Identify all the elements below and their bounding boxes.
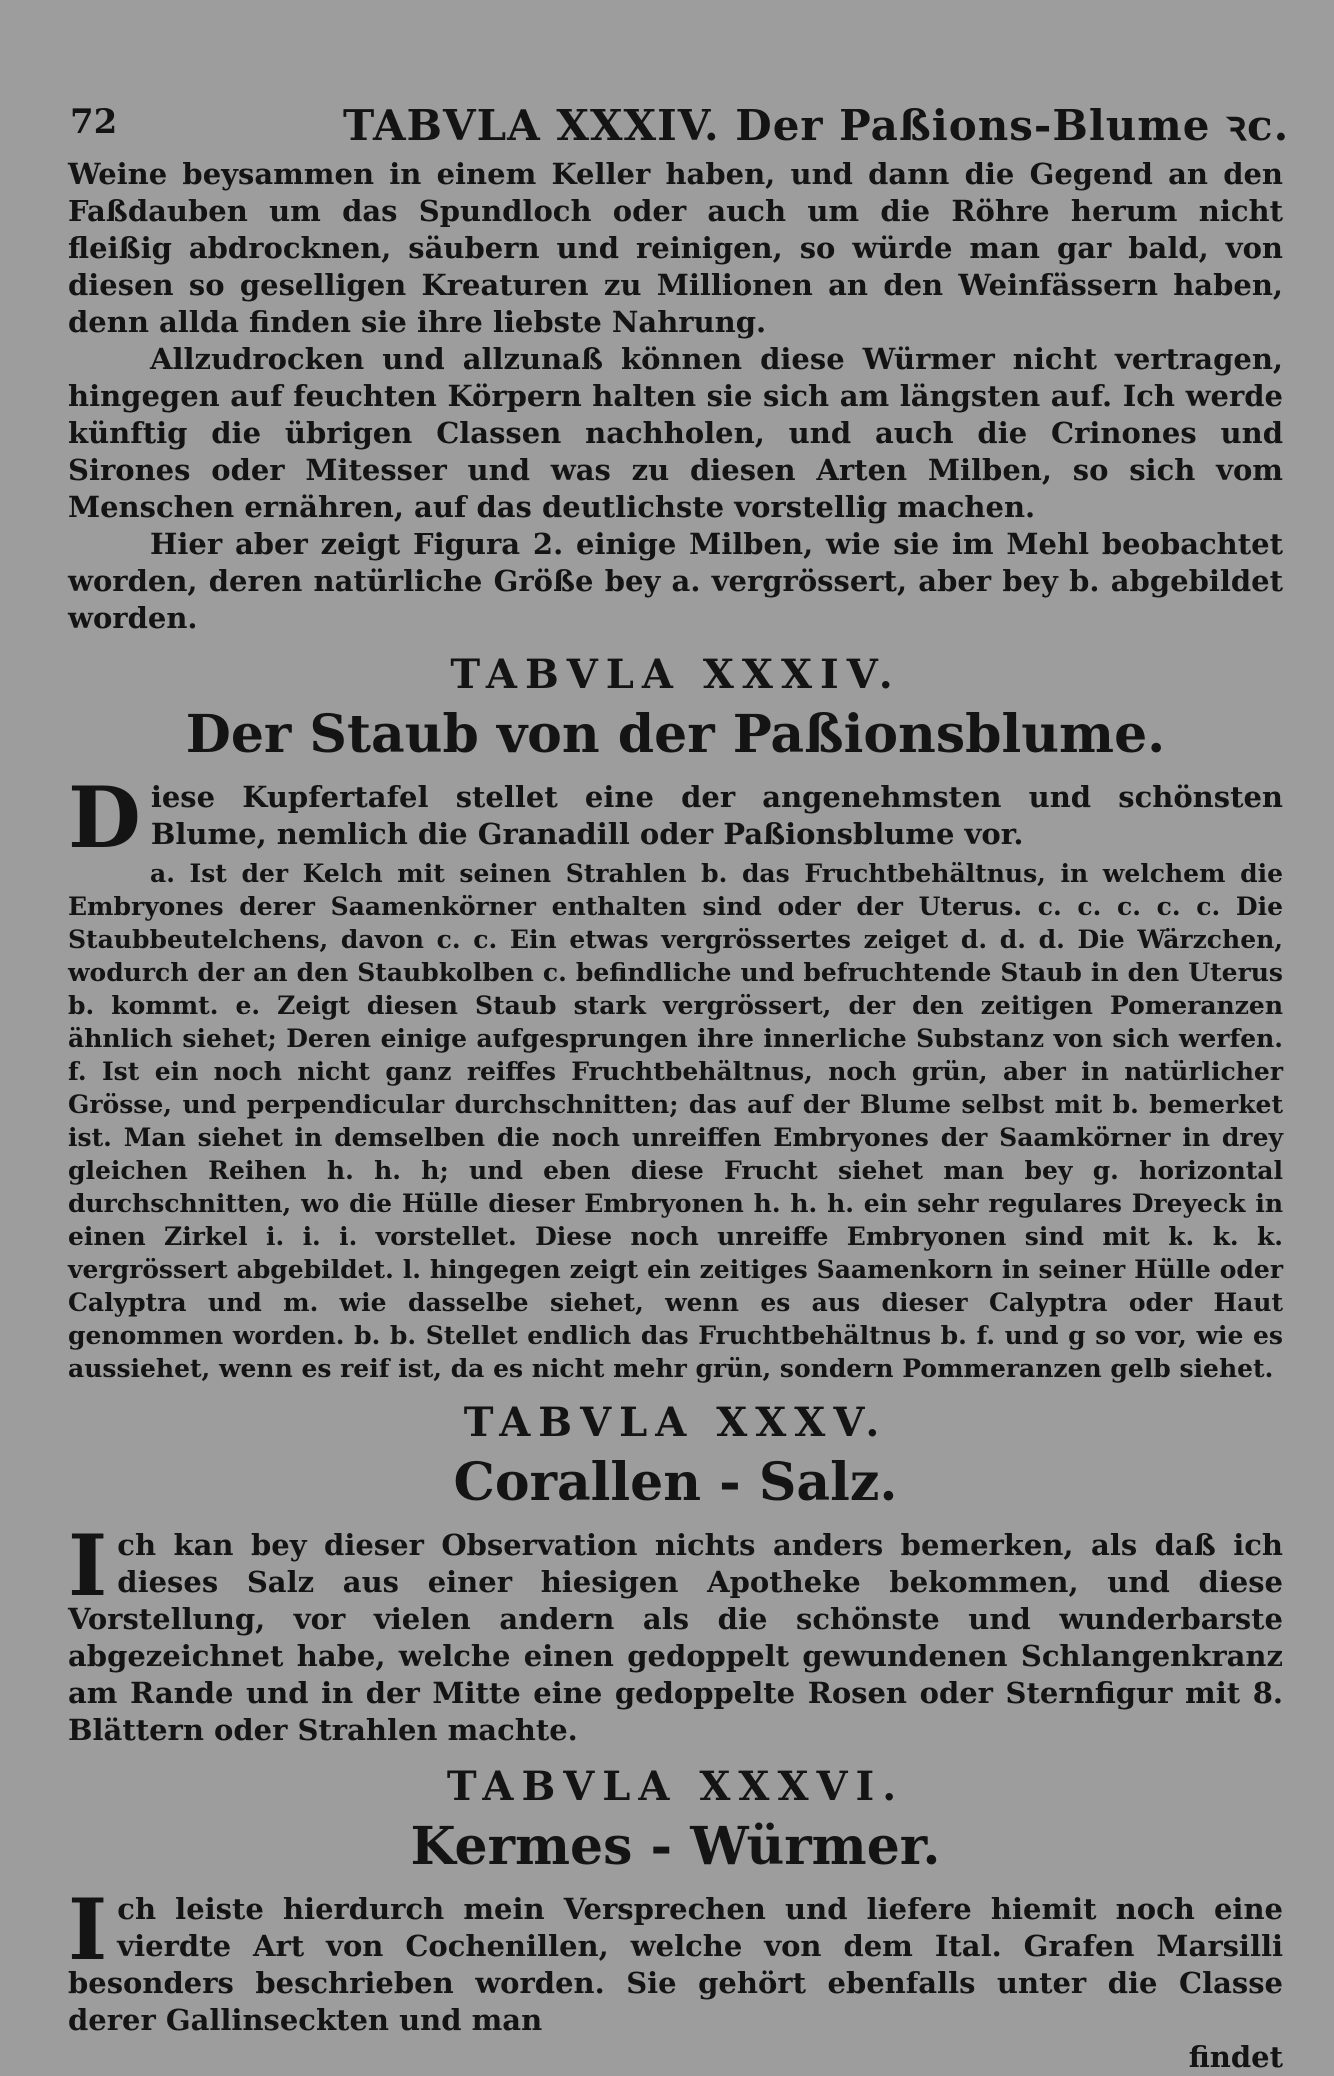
page-number: 72	[70, 102, 118, 142]
section-label: TABVLA XXXV.	[463, 1399, 888, 1446]
paragraph: Hier aber zeigt Figura 2. einige Milben, wie sie im Mehl beobachtet worden, deren natürliche Größe bey a. vergrössert, aber bey b. abgebildet worden.	[68, 527, 1283, 635]
section-label: TABVLA XXXIV.	[450, 651, 901, 698]
paragraph: Ich leiste hierdurch mein Versprechen und liefere hiemit noch eine vierdte Art von Cochenillen, welche von dem Ital. Grafen Marsilli besonders beschrieben worden. Sie gehört ebenfalls unter die Classe derer Gallinseckten und man	[68, 1880, 1283, 2037]
running-title: TABVLA XXXIV. Der Paßions-Blume ꝛc.	[343, 101, 1290, 150]
catchword: findet	[1188, 2040, 1283, 2074]
paragraph: Allzudrocken und allzunaß können diese Würmer nicht vertragen, hingegen auf feuchten Körpern halten sie sich am längsten auf. Ich werde künftig die übrigen Classen nachholen, und auch die Crinones und Sirones oder Mitesser und was zu diesen Arten Milben, so sich vom Menschen ernähren, auf das deutlichste vorstellig machen.	[68, 342, 1283, 524]
section-heading: Kermes - Würmer.	[410, 1816, 941, 1877]
section-heading: Corallen - Salz.	[453, 1452, 898, 1513]
section-label: TABVLA XXXVI.	[446, 1763, 905, 1810]
figure-legend: a. Ist der Kelch mit seinen Strahlen b. das Fruchtbehältnus, in welchem die Embryones derer Saamenkörner enthalten sind oder der Uterus. c. c. c. c. c. Die Staubbeutelchens, davon c. c. Ein etwas vergrössertes zeiget d. d. d. Die Wärzchen, wodurch der an den Staubkolben c. befindliche und befruchtende Staub in den Uterus b. kommt. e. Zeigt diesen Staub stark vergrössert, der den zeitigen Pomeranzen ähnlich siehet; Deren einige aufgesprungen ihre innerliche Substanz von sich werfen. f. Ist ein noch nicht ganz reiffes Fruchtbehältnus, noch grün, aber in natürlicher Grösse, und perpendicular durchschnitten; das auf der Blume selbst mit b. bemerket ist. Man siehet in demselben die noch unreiffen Embryones der Saamkörner in drey gleichen Reihen h. h. h; und eben diese Frucht siehet man bey g. horizontal durchschnitten, wo die Hülle dieser Embryonen h. h. h. ein sehr regulares Dreyeck in einen Zirkel i. i. i. vorstellet. Diese noch unreiffe Embryonen sind mit k. k. k. vergrössert abgebildet. l. hingegen zeigt ein zeitiges Saamenkorn in seiner Hülle oder Calyptra und m. wie dasselbe siehet, wenn es aus dieser Calyptra oder Haut genommen worden. b. b. Stellet endlich das Fruchtbehältnus b. f. und g so vor, wie es aussiehet, wenn es reif ist, da es nicht mehr grün, sondern Pommeranzen gelb siehet.	[68, 859, 1283, 1383]
continued-paragraph: Weine beysammen in einem Keller haben, und dann die Gegend an den Faßdauben um das Spundloch oder auch um die Röhre herum nicht fleißig abdrocknen, säubern und reinigen, so würde man gar bald, von diesen so geselligen Kreaturen zu Millionen an den Weinfässern haben, denn allda finden sie ihre liebste Nahrung.	[68, 157, 1283, 339]
paragraph: Diese Kupfertafel stellet eine der angenehmsten und schönsten Blume, nemlich die Granadill oder Paßionsblume vor.	[68, 768, 1283, 867]
page	[68, 96, 1290, 2076]
running-head	[68, 96, 1290, 156]
paragraph: Ich kan bey dieser Observation nichts anders bemerken, als daß ich dieses Salz aus einer hiesigen Apotheke bekommen, und diese Vorstellung, vor vielen andern als die schönste und wunderbarste abgezeichnet habe, welche einen gedoppelt gewundenen Schlangenkranz am Rande und in der Mitte eine gedoppelte Rosen oder Sternfigur mit 8. Blättern oder Strahlen machte.	[68, 1516, 1283, 1747]
section-heading: Der Staub von der Paßionsblume.	[185, 704, 1166, 765]
